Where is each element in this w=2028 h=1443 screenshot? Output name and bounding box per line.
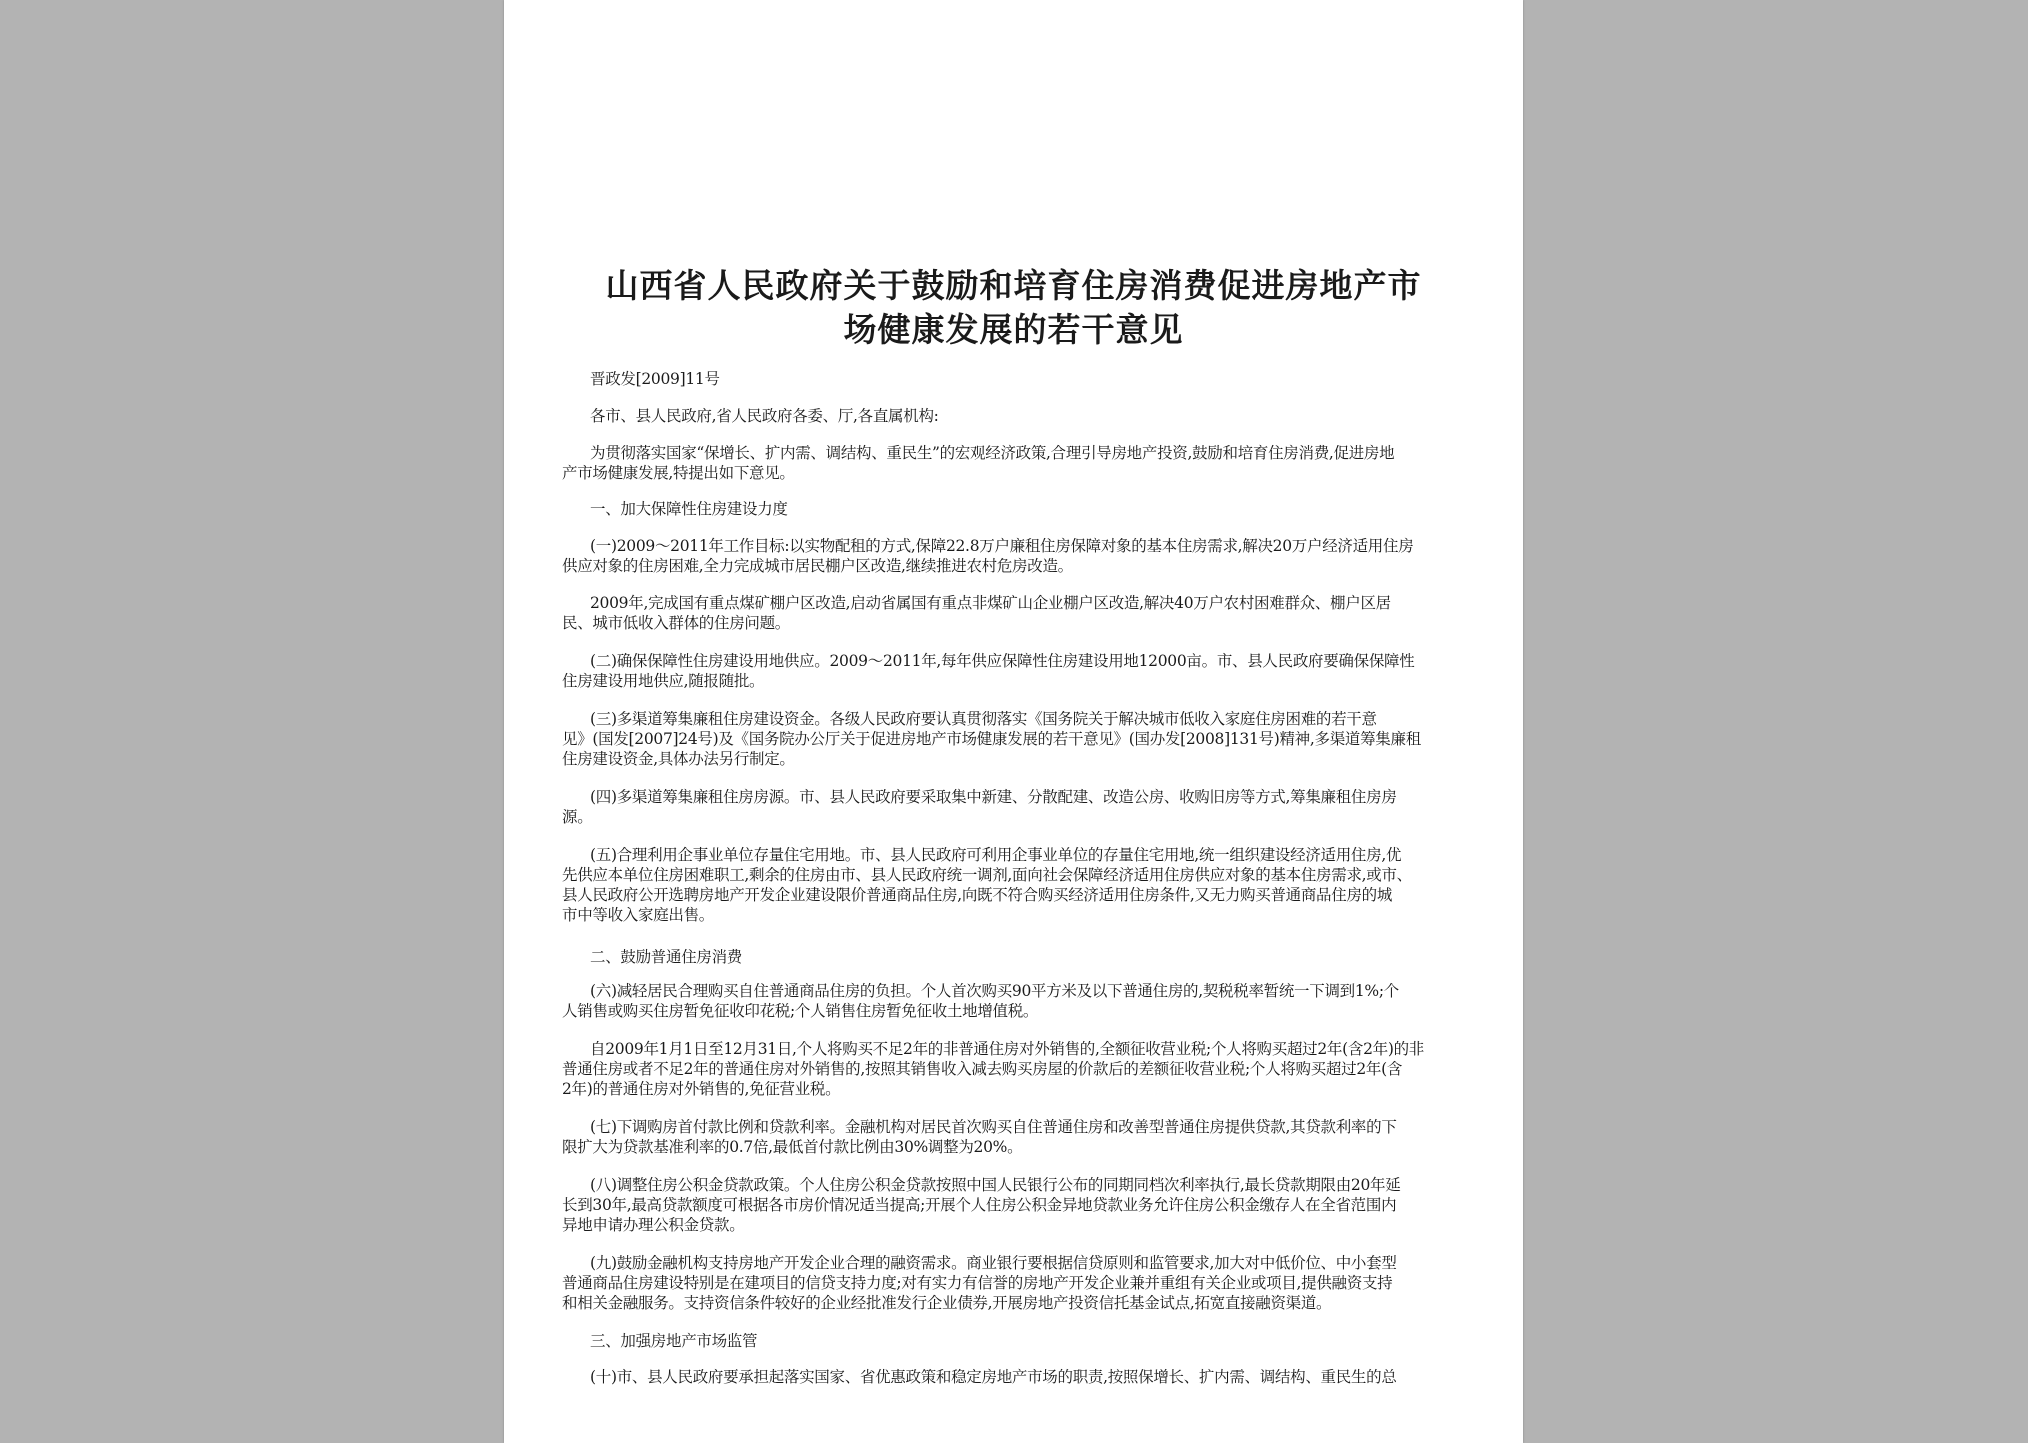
paragraph-line: 先供应本单位住房困难职工,剩余的住房由市、县人民政府统一调剂,面向社会保障经济适用住房供应对象的基本住房需求,或市、 — [562, 866, 1412, 884]
paragraph-line: 和相关金融服务。支持资信条件较好的企业经批准发行企业债券,开展房地产投资信托基金试点,拓宽直接融资渠道。 — [562, 1294, 1332, 1312]
paragraph-line: (五)合理利用企事业单位存量住宅用地。市、县人民政府可利用企事业单位的存量住宅用地,统一组织建设经济适用住房,优 — [590, 846, 1402, 864]
paragraph-line: 为贯彻落实国家“保增长、扩内需、调结构、重民生”的宏观经济政策,合理引导房地产投资,鼓励和培育住房消费,促进房地 — [590, 444, 1395, 462]
paragraph-line: 住房建设资金,具体办法另行制定。 — [562, 750, 795, 768]
paragraph-line: 长到30年,最高贷款额度可根据各市房价情况适当提高;开展个人住房公积金异地贷款业务允许住房公积金缴存人在全省范围内 — [562, 1196, 1397, 1214]
paragraph-line: 异地申请办理公积金贷款。 — [562, 1216, 745, 1234]
paragraph-line: (一)2009～2011年工作目标:以实物配租的方式,保障22.8万户廉租住房保障对象的基本住房需求,解决20万户经济适用住房 — [590, 537, 1414, 555]
paragraph-line: 2009年,完成国有重点煤矿棚户区改造,启动省属国有重点非煤矿山企业棚户区改造,解决40万户农村困难群众、棚户区居 — [590, 594, 1391, 612]
document-page — [504, 0, 1523, 1443]
paragraph-line: (八)调整住房公积金贷款政策。个人住房公积金贷款按照中国人民银行公布的同期同档次利率执行,最长贷款期限由20年延 — [590, 1176, 1401, 1194]
recipients: 各市、县人民政府,省人民政府各委、厅,各直属机构: — [590, 407, 939, 425]
paragraph-line: (七)下调购房首付款比例和贷款利率。金融机构对居民首次购买自住普通住房和改善型普通住房提供贷款,其贷款利率的下 — [590, 1118, 1397, 1136]
paragraph-line: 产市场健康发展,特提出如下意见。 — [562, 464, 795, 482]
paragraph-line: 普通商品住房建设特别是在建项目的信贷支持力度;对有实力有信誉的房地产开发企业兼并重组有关企业或项目,提供融资支持 — [562, 1274, 1393, 1292]
paragraph-line: 见》(国发[2007]24号)及《国务院办公厅关于促进房地产市场健康发展的若干意见》(国办发[2008]131号)精神,多渠道筹集廉租 — [562, 730, 1421, 748]
paragraph-line: (三)多渠道筹集廉租住房建设资金。各级人民政府要认真贯彻落实《国务院关于解决城市低收入家庭住房困难的若干意 — [590, 710, 1377, 728]
section-heading: 一、加大保障性住房建设力度 — [590, 500, 788, 518]
paragraph-line: (十)市、县人民政府要承担起落实国家、省优惠政策和稳定房地产市场的职责,按照保增长、扩内需、调结构、重民生的总 — [590, 1368, 1397, 1386]
paragraph-line: 限扩大为贷款基准利率的0.7倍,最低首付款比例由30%调整为20%。 — [562, 1138, 1023, 1156]
paragraph-line: (九)鼓励金融机构支持房地产开发企业合理的融资需求。商业银行要根据信贷原则和监管要求,加大对中低价位、中小套型 — [590, 1254, 1397, 1272]
title-line: 山西省人民政府关于鼓励和培育住房消费促进房地产市 — [605, 266, 1422, 305]
title-line: 场健康发展的若干意见 — [843, 310, 1184, 349]
paragraph-line: 民、城市低收入群体的住房问题。 — [562, 614, 791, 632]
paragraph-line: (二)确保保障性住房建设用地供应。2009～2011年,每年供应保障性住房建设用地12000亩。市、县人民政府要确保保障性 — [590, 652, 1415, 670]
section-heading: 二、鼓励普通住房消费 — [590, 948, 743, 966]
paragraph-line: (六)减轻居民合理购买自住普通商品住房的负担。个人首次购买90平方米及以下普通住房的,契税税率暂统一下调到1%;个 — [590, 982, 1399, 1000]
paragraph-line: 县人民政府公开选聘房地产开发企业建设限价普通商品住房,向既不符合购买经济适用住房条件,又无力购买普通商品住房的城 — [562, 886, 1393, 904]
paragraph-line: 人销售或购买住房暂免征收印花税;个人销售住房暂免征收土地增值税。 — [562, 1002, 1039, 1020]
paragraph-line: (四)多渠道筹集廉租住房房源。市、县人民政府要采取集中新建、分散配建、改造公房、收购旧房等方式,筹集廉租住房房 — [590, 788, 1397, 806]
paragraph-line: 市中等收入家庭出售。 — [562, 906, 715, 924]
paragraph-line: 供应对象的住房困难,全力完成城市居民棚户区改造,继续推进农村危房改造。 — [562, 557, 1073, 575]
paragraph-line: 自2009年1月1日至12月31日,个人将购买不足2年的非普通住房对外销售的,全额征收营业税;个人将购买超过2年(含2年)的非 — [590, 1040, 1424, 1058]
document-number: 晋政发[2009]11号 — [590, 370, 720, 388]
document-title — [564, 264, 1463, 352]
section-heading: 三、加强房地产市场监管 — [590, 1332, 758, 1350]
paragraph-line: 普通住房或者不足2年的普通住房对外销售的,按照其销售收入减去购买房屋的价款后的差额征收营业税;个人将购买超过2年(含 — [562, 1060, 1403, 1078]
paragraph-line: 源。 — [562, 808, 593, 826]
paragraph-line: 住房建设用地供应,随报随批。 — [562, 672, 765, 690]
paragraph-line: 2年)的普通住房对外销售的,免征营业税。 — [562, 1080, 841, 1098]
